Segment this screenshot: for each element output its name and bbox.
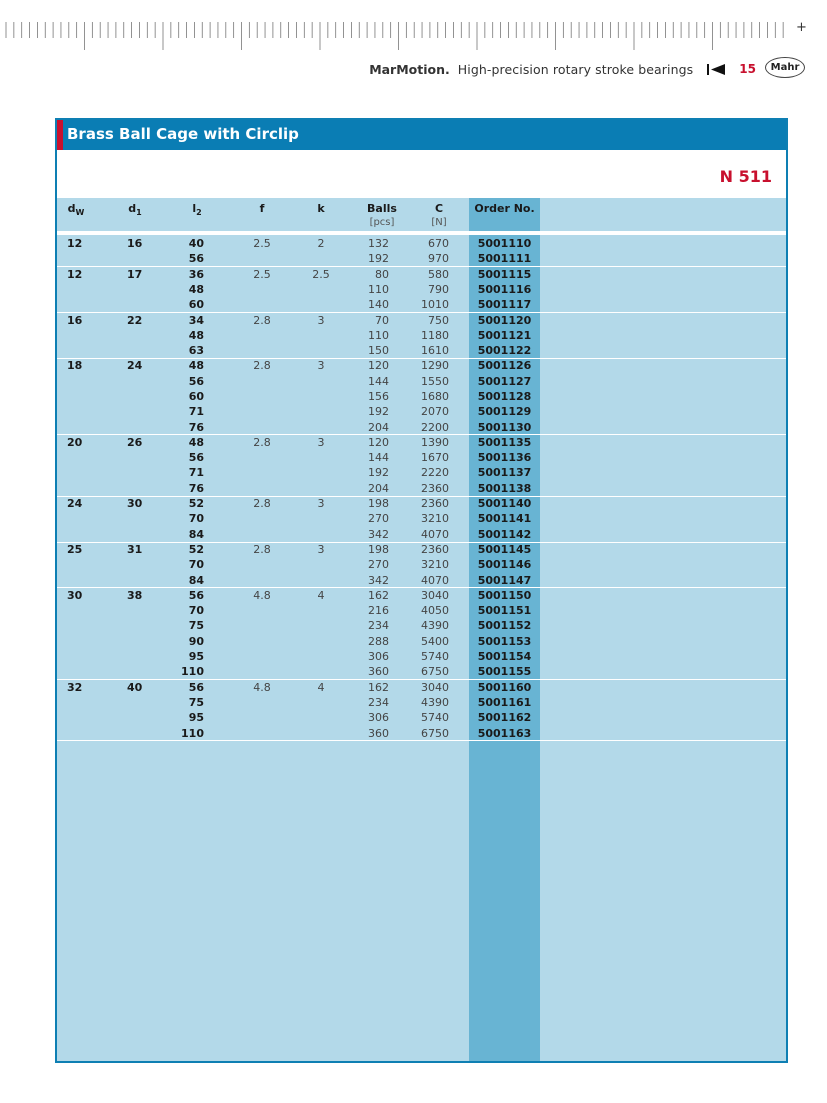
cell-dw: 32 <box>67 680 83 694</box>
table-group <box>57 236 786 267</box>
cell-c: 4390 <box>421 695 449 709</box>
cell-c: 1010 <box>421 298 449 312</box>
cell-c: 1610 <box>421 344 449 358</box>
cell-k: 3 <box>317 313 325 327</box>
unit-balls: [pcs] <box>369 217 395 228</box>
cell-c: 4070 <box>421 573 449 587</box>
header-k: k <box>317 202 325 215</box>
cell-f: 2.5 <box>253 237 271 250</box>
cell-l2: 70 <box>188 604 204 618</box>
cell-c: 790 <box>428 282 449 296</box>
cell-balls: 234 <box>368 619 389 633</box>
header-order: Order No. <box>474 202 535 215</box>
cell-l2: 95 <box>188 650 204 664</box>
cell-balls: 342 <box>368 527 389 541</box>
cell-c: 5740 <box>421 711 449 725</box>
header-d1: $d_1$ <box>128 202 142 217</box>
cell-balls: 198 <box>368 543 389 556</box>
cell-l2: 110 <box>181 665 204 679</box>
code-band <box>57 150 786 198</box>
cell-f: 4.8 <box>253 680 271 694</box>
cell-f: 2.5 <box>253 267 271 281</box>
cell-balls: 144 <box>368 451 389 465</box>
cell-balls: 192 <box>368 252 389 266</box>
cell-c: 4070 <box>421 527 449 541</box>
cell-balls: 270 <box>368 512 389 526</box>
page-subtitle: High-precision rotary stroke bearings <box>457 61 694 77</box>
cell-order: 5001128 <box>477 389 532 403</box>
cell-c: 4390 <box>421 619 449 633</box>
cell-d1: 16 <box>127 237 143 250</box>
cell-d1: 24 <box>127 359 143 373</box>
cell-l2: 48 <box>188 435 204 449</box>
cell-order: 5001127 <box>477 374 532 388</box>
cell-k: 2.5 <box>312 267 330 281</box>
cell-l2: 71 <box>188 466 204 480</box>
cell-dw: 24 <box>67 497 83 511</box>
cell-balls: 360 <box>368 665 389 679</box>
cell-dw: 20 <box>67 435 83 449</box>
cell-balls: 110 <box>368 282 389 296</box>
cell-c: 580 <box>428 267 449 281</box>
table-group <box>57 358 786 435</box>
cell-k: 4 <box>317 680 325 694</box>
cell-c: 3210 <box>421 512 449 526</box>
cell-balls: 110 <box>368 328 389 342</box>
cell-c: 2360 <box>421 543 449 556</box>
cell-c: 3210 <box>421 558 449 572</box>
cell-d1: 38 <box>127 588 143 602</box>
cell-l2: 70 <box>188 512 204 526</box>
cell-c: 3040 <box>421 588 449 602</box>
title-accent <box>55 120 63 150</box>
cell-l2: 52 <box>188 497 204 511</box>
cell-l2: 52 <box>188 543 204 556</box>
cell-d1: 26 <box>127 435 143 449</box>
cell-order: 5001150 <box>477 588 532 602</box>
table-group <box>57 313 786 359</box>
cell-balls: 70 <box>375 313 389 327</box>
cell-balls: 192 <box>368 405 389 419</box>
cell-order: 5001147 <box>477 573 532 587</box>
cell-k: 2 <box>317 237 325 250</box>
product-code: N 511 <box>719 167 772 186</box>
cell-order: 5001146 <box>477 558 532 572</box>
cell-l2: 71 <box>188 405 204 419</box>
cell-c: 1550 <box>421 374 449 388</box>
cell-c: 2360 <box>421 481 449 495</box>
product-table-panel <box>55 118 788 1063</box>
cell-balls: 306 <box>368 711 389 725</box>
cell-d1: 17 <box>127 267 143 281</box>
cell-c: 2200 <box>421 420 449 434</box>
brand-name: MarMotion. <box>369 61 450 77</box>
cell-l2: 95 <box>188 711 204 725</box>
cell-order: 5001154 <box>477 650 532 664</box>
cell-order: 5001126 <box>477 359 532 373</box>
table-group <box>57 542 786 588</box>
cell-order: 5001122 <box>477 344 532 358</box>
cell-order: 5001162 <box>477 711 532 725</box>
cell-balls: 270 <box>368 558 389 572</box>
ruler-marks <box>0 0 827 52</box>
cell-c: 6750 <box>421 665 449 679</box>
cell-c: 1680 <box>421 389 449 403</box>
cell-balls: 162 <box>368 680 389 694</box>
cell-order: 5001161 <box>477 695 532 709</box>
cell-dw: 18 <box>67 359 83 373</box>
cell-l2: 90 <box>188 634 204 648</box>
cell-l2: 56 <box>188 680 204 694</box>
cell-c: 5400 <box>421 634 449 648</box>
cell-l2: 84 <box>188 573 204 587</box>
table-group <box>57 588 786 680</box>
table-group <box>57 496 786 542</box>
cell-k: 4 <box>317 588 325 602</box>
cell-l2: 48 <box>188 282 204 296</box>
cell-c: 6750 <box>421 726 449 740</box>
cell-c: 970 <box>428 252 449 266</box>
cell-order: 5001120 <box>477 313 532 327</box>
cell-dw: 12 <box>67 267 83 281</box>
cell-l2: 75 <box>188 695 204 709</box>
cell-k: 3 <box>317 359 325 373</box>
header-l2: $l_2$ <box>192 202 202 217</box>
cell-c: 750 <box>428 313 449 327</box>
cell-l2: 36 <box>188 267 204 281</box>
cell-order: 5001117 <box>477 298 532 312</box>
cell-balls: 132 <box>368 237 389 250</box>
cell-balls: 216 <box>368 604 389 618</box>
cell-order: 5001137 <box>477 466 532 480</box>
cell-f: 2.8 <box>253 543 271 556</box>
cell-c: 1390 <box>421 435 449 449</box>
group-divider <box>57 740 786 741</box>
panel-title: Brass Ball Cage with Circlip <box>67 125 299 143</box>
cell-l2: 63 <box>188 344 204 358</box>
page-header <box>300 59 770 79</box>
cell-balls: 120 <box>368 435 389 449</box>
cell-f: 4.8 <box>253 588 271 602</box>
cell-l2: 76 <box>188 420 204 434</box>
cell-f: 2.8 <box>253 359 271 373</box>
cell-d1: 22 <box>127 313 143 327</box>
cell-balls: 342 <box>368 573 389 587</box>
cell-dw: 30 <box>67 588 83 602</box>
table-group <box>57 680 786 741</box>
cell-l2: 110 <box>181 726 204 740</box>
mahr-logo: Mahr <box>765 57 805 78</box>
cell-k: 3 <box>317 497 325 511</box>
cell-d1: 31 <box>127 543 143 556</box>
cell-order: 5001135 <box>477 435 532 449</box>
cell-order: 5001151 <box>477 604 532 618</box>
cell-order: 5001116 <box>477 282 532 296</box>
plus-mark: + <box>796 20 807 35</box>
header-dw: $d_W$ <box>67 202 85 217</box>
cell-balls: 306 <box>368 650 389 664</box>
page-number: 15 <box>739 62 756 76</box>
cell-c: 2360 <box>421 497 449 511</box>
cell-order: 5001145 <box>477 543 532 556</box>
cell-balls: 156 <box>368 389 389 403</box>
cell-order: 5001111 <box>477 252 532 266</box>
cell-balls: 204 <box>368 420 389 434</box>
cell-d1: 30 <box>127 497 143 511</box>
cell-balls: 234 <box>368 695 389 709</box>
cell-dw: 25 <box>67 543 83 556</box>
cell-balls: 288 <box>368 634 389 648</box>
cell-d1: 40 <box>127 680 143 694</box>
cell-order: 5001136 <box>477 451 532 465</box>
cell-balls: 204 <box>368 481 389 495</box>
cell-l2: 70 <box>188 558 204 572</box>
cell-order: 5001163 <box>477 726 532 740</box>
cell-balls: 80 <box>375 267 389 281</box>
cell-order: 5001152 <box>477 619 532 633</box>
cell-l2: 56 <box>188 588 204 602</box>
cell-l2: 34 <box>188 313 204 327</box>
cell-l2: 76 <box>188 481 204 495</box>
cell-order: 5001153 <box>477 634 532 648</box>
cell-l2: 56 <box>188 252 204 266</box>
cell-balls: 162 <box>368 588 389 602</box>
cell-order: 5001140 <box>477 497 532 511</box>
header-f: f <box>259 202 265 215</box>
cell-l2: 40 <box>188 237 204 250</box>
cell-f: 2.8 <box>253 313 271 327</box>
cell-order: 5001115 <box>477 267 532 281</box>
cell-c: 1670 <box>421 451 449 465</box>
cell-order: 5001155 <box>477 665 532 679</box>
cell-c: 5740 <box>421 650 449 664</box>
cell-order: 5001129 <box>477 405 532 419</box>
cell-order: 5001110 <box>477 237 532 250</box>
cell-c: 1290 <box>421 359 449 373</box>
header-divider <box>57 231 786 235</box>
unit-c: [N] <box>431 217 447 228</box>
cell-l2: 48 <box>188 359 204 373</box>
cell-dw: 12 <box>67 237 83 250</box>
cell-l2: 48 <box>188 328 204 342</box>
cell-order: 5001142 <box>477 527 532 541</box>
header-balls: Balls <box>367 202 397 215</box>
cell-balls: 360 <box>368 726 389 740</box>
cell-c: 2220 <box>421 466 449 480</box>
cell-order: 5001138 <box>477 481 532 495</box>
cell-balls: 192 <box>368 466 389 480</box>
cell-order: 5001141 <box>477 512 532 526</box>
cell-c: 1180 <box>421 328 449 342</box>
cell-c: 4050 <box>421 604 449 618</box>
cell-order: 5001121 <box>477 328 532 342</box>
cell-k: 3 <box>317 435 325 449</box>
cell-balls: 140 <box>368 298 389 312</box>
cell-l2: 60 <box>188 389 204 403</box>
header-c: C <box>434 202 444 215</box>
cell-balls: 120 <box>368 359 389 373</box>
cell-order: 5001130 <box>477 420 532 434</box>
cell-l2: 60 <box>188 298 204 312</box>
cell-l2: 84 <box>188 527 204 541</box>
cell-l2: 56 <box>188 451 204 465</box>
cell-balls: 198 <box>368 497 389 511</box>
cell-c: 670 <box>428 237 449 250</box>
cell-dw: 16 <box>67 313 83 327</box>
cell-f: 2.8 <box>253 435 271 449</box>
cell-balls: 144 <box>368 374 389 388</box>
cell-c: 2070 <box>421 405 449 419</box>
back-arrow-icon[interactable] <box>707 64 725 75</box>
table-group <box>57 267 786 313</box>
cell-l2: 56 <box>188 374 204 388</box>
cell-c: 3040 <box>421 680 449 694</box>
cell-order: 5001160 <box>477 680 532 694</box>
cell-f: 2.8 <box>253 497 271 511</box>
cell-k: 3 <box>317 543 325 556</box>
cell-l2: 75 <box>188 619 204 633</box>
cell-balls: 150 <box>368 344 389 358</box>
table-group <box>57 435 786 496</box>
